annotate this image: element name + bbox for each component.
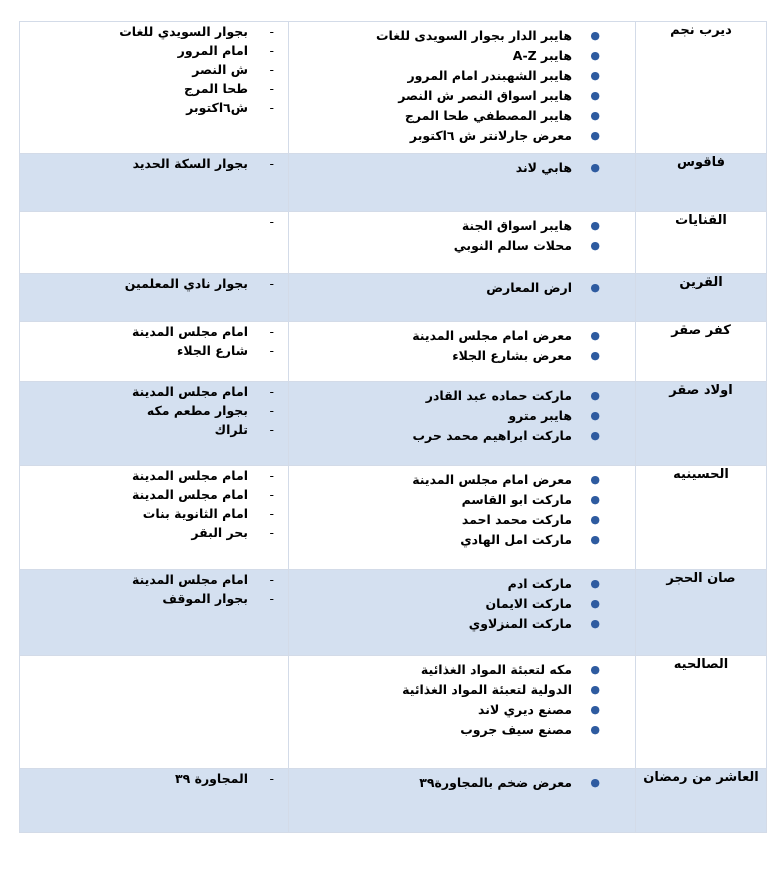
stores-list — [289, 656, 635, 740]
dash-icon: - — [269, 324, 274, 339]
stores-cell — [289, 274, 636, 322]
dash-icon: - — [269, 525, 274, 540]
store-name: هابي لاند — [515, 160, 572, 175]
location-text: امام مجلس المدينة — [131, 384, 248, 399]
region-name: صان الحجر — [636, 570, 767, 656]
store-name: هايبر اسواق النصر ش النصر — [398, 88, 572, 103]
location-text: امام مجلس المدينة — [131, 468, 248, 483]
bullet-icon: ● — [590, 409, 600, 422]
stores-cell — [289, 212, 636, 274]
store-name: معرض امام مجلس المدينة — [412, 472, 572, 487]
stores-list — [289, 22, 635, 146]
location-text: امام مجلس المدينة — [131, 324, 248, 339]
location-item — [20, 22, 288, 41]
store-item — [289, 326, 635, 346]
bullet-icon: ● — [590, 577, 600, 590]
store-name: ارض المعارض — [486, 280, 572, 295]
store-item — [289, 614, 635, 634]
location-item — [20, 274, 288, 293]
location-item — [20, 466, 288, 485]
bullet-icon: ● — [590, 161, 600, 174]
store-item — [289, 66, 635, 86]
dash-icon: - — [269, 403, 274, 418]
locations-list — [20, 274, 288, 293]
location-item — [20, 341, 288, 360]
location-text: طحا المرج — [184, 81, 248, 96]
location-text: بحر البقر — [191, 525, 248, 540]
dash-icon: - — [269, 384, 274, 399]
stores-cell — [289, 466, 636, 570]
store-item — [289, 594, 635, 614]
region-name: القنايات — [636, 212, 767, 274]
dash-icon: - — [269, 487, 274, 502]
bullet-icon: ● — [590, 663, 600, 676]
locations-list — [20, 154, 288, 173]
location-item — [20, 401, 288, 420]
stores-cell — [289, 322, 636, 382]
location-text: بجوار السكة الحديد — [132, 156, 248, 171]
store-item — [289, 773, 635, 793]
store-item — [289, 470, 635, 490]
region-name: القرين — [636, 274, 767, 322]
locations-list — [20, 570, 288, 608]
bullet-icon: ● — [590, 29, 600, 42]
region-row — [20, 22, 767, 154]
region-row — [20, 212, 767, 274]
location-text: شارع الجلاء — [177, 343, 248, 358]
dash-icon: - — [269, 62, 274, 77]
stores-list — [289, 212, 635, 256]
locations-cell — [20, 212, 289, 274]
bullet-icon: ● — [590, 389, 600, 402]
store-item — [289, 386, 635, 406]
bullet-icon: ● — [590, 513, 600, 526]
store-item — [289, 406, 635, 426]
store-name: معرض ضخم بالمجاورة٣٩ — [419, 775, 572, 790]
location-text: ش٦اكتوبر — [186, 100, 248, 115]
dash-icon: - — [269, 214, 274, 229]
region-row — [20, 466, 767, 570]
store-name: هايبر مترو — [508, 408, 572, 423]
stores-list — [289, 769, 635, 793]
store-item — [289, 236, 635, 256]
store-item — [289, 660, 635, 680]
region-row — [20, 570, 767, 656]
stores-list — [289, 466, 635, 550]
bullet-icon: ● — [590, 723, 600, 736]
store-name: هايبر اسواق الجنة — [461, 218, 572, 233]
dash-icon: - — [269, 343, 274, 358]
store-item — [289, 26, 635, 46]
dash-icon: - — [269, 81, 274, 96]
region-row — [20, 769, 767, 833]
bullet-icon: ● — [590, 281, 600, 294]
locations-cell — [20, 769, 289, 833]
locations-cell — [20, 322, 289, 382]
store-item — [289, 86, 635, 106]
location-text: بجوار مطعم مكه — [146, 403, 248, 418]
location-text: امام المرور — [177, 43, 248, 58]
store-item — [289, 720, 635, 740]
store-item — [289, 530, 635, 550]
locations-cell — [20, 466, 289, 570]
region-row — [20, 154, 767, 212]
bullet-icon: ● — [590, 239, 600, 252]
store-name: ماركت محمد احمد — [461, 512, 572, 527]
region-name: فاقوس — [636, 154, 767, 212]
dash-icon: - — [269, 572, 274, 587]
store-name: ماركت الايمان — [485, 596, 572, 611]
store-item — [289, 216, 635, 236]
store-name: ماركت ادم — [507, 576, 572, 591]
location-text: امام الثانوية بنات — [142, 506, 248, 521]
store-name: هايبر A-Z — [512, 48, 572, 63]
store-name: مصنع سيف جروب — [460, 722, 572, 737]
store-item — [289, 106, 635, 126]
store-item — [289, 46, 635, 66]
store-item — [289, 510, 635, 530]
region-name: الحسينيه — [636, 466, 767, 570]
bullet-icon: ● — [590, 219, 600, 232]
store-item — [289, 346, 635, 366]
region-name: كفر صقر — [636, 322, 767, 382]
stores-list — [289, 382, 635, 446]
store-name: ماركت ابو القاسم — [461, 492, 572, 507]
region-row — [20, 322, 767, 382]
location-item — [20, 322, 288, 341]
location-text: امام مجلس المدينة — [131, 487, 248, 502]
location-item — [20, 98, 288, 117]
location-text: امام مجلس المدينة — [131, 572, 248, 587]
stores-cell — [289, 570, 636, 656]
bullet-icon: ● — [590, 617, 600, 630]
stores-cell — [289, 769, 636, 833]
location-item — [20, 485, 288, 504]
store-name: محلات سالم النوبي — [453, 238, 572, 253]
bullet-icon: ● — [590, 329, 600, 342]
locations-cell — [20, 154, 289, 212]
bullet-icon: ● — [590, 349, 600, 362]
store-name: معرض بشارع الجلاء — [452, 348, 572, 363]
store-name: مصنع ديري لاند — [478, 702, 572, 717]
dash-icon: - — [269, 771, 274, 786]
location-item — [20, 41, 288, 60]
stores-table-body — [20, 22, 767, 833]
locations-cell — [20, 382, 289, 466]
location-item — [20, 212, 288, 231]
bullet-icon: ● — [590, 683, 600, 696]
location-item — [20, 382, 288, 401]
store-name: ماركت ابراهيم محمد حرب — [412, 428, 572, 443]
bullet-icon: ● — [590, 69, 600, 82]
dash-icon: - — [269, 100, 274, 115]
stores-cell — [289, 154, 636, 212]
store-item — [289, 278, 635, 298]
stores-list — [289, 322, 635, 366]
store-name: هايبر الدار بجوار السويدى للغات — [375, 28, 572, 43]
locations-list — [20, 466, 288, 542]
locations-cell — [20, 274, 289, 322]
store-name: ماركت المنزلاوي — [468, 616, 572, 631]
region-name: الصالحيه — [636, 656, 767, 769]
bullet-icon: ● — [590, 493, 600, 506]
store-item — [289, 574, 635, 594]
locations-list — [20, 322, 288, 360]
location-text: تلراك — [214, 422, 248, 437]
bullet-icon: ● — [590, 473, 600, 486]
region-name: اولاد صقر — [636, 382, 767, 466]
store-name: هايبر المصطفي طحا المرج — [404, 108, 572, 123]
dash-icon: - — [269, 591, 274, 606]
store-name: معرض امام مجلس المدينة — [412, 328, 572, 343]
location-text: بجوار السويدي للغات — [119, 24, 248, 39]
stores-table — [19, 21, 767, 833]
store-item — [289, 490, 635, 510]
store-name: مكه لتعبئة المواد الغذائية — [420, 662, 572, 677]
bullet-icon: ● — [590, 129, 600, 142]
locations-list — [20, 382, 288, 439]
store-item — [289, 680, 635, 700]
region-row — [20, 656, 767, 769]
location-item — [20, 420, 288, 439]
location-text: المجاورة ٣٩ — [174, 771, 248, 786]
locations-list — [20, 22, 288, 117]
stores-list — [289, 570, 635, 634]
store-name: ماركت حماده عبد القادر — [425, 388, 572, 403]
location-item — [20, 154, 288, 173]
store-item — [289, 158, 635, 178]
bullet-icon: ● — [590, 89, 600, 102]
locations-list — [20, 212, 288, 231]
dash-icon: - — [269, 422, 274, 437]
store-name: الدولية لتعبئة المواد الغذائية — [402, 682, 572, 697]
bullet-icon: ● — [590, 49, 600, 62]
bullet-icon: ● — [590, 429, 600, 442]
bullet-icon: ● — [590, 109, 600, 122]
stores-list — [289, 154, 635, 178]
store-name: ماركت امل الهادي — [460, 532, 572, 547]
locations-cell — [20, 656, 289, 769]
dash-icon: - — [269, 468, 274, 483]
location-text: بجوار نادي المعلمين — [124, 276, 248, 291]
locations-cell — [20, 570, 289, 656]
locations-cell — [20, 22, 289, 154]
stores-cell — [289, 382, 636, 466]
dash-icon: - — [269, 276, 274, 291]
location-item — [20, 589, 288, 608]
store-item — [289, 126, 635, 146]
bullet-icon: ● — [590, 776, 600, 789]
region-name: العاشر من رمضان — [636, 769, 767, 833]
location-item — [20, 504, 288, 523]
region-name: ديرب نجم — [636, 22, 767, 154]
region-row — [20, 274, 767, 322]
bullet-icon: ● — [590, 597, 600, 610]
store-item — [289, 426, 635, 446]
locations-list — [20, 769, 288, 788]
stores-cell — [289, 656, 636, 769]
dash-icon: - — [269, 24, 274, 39]
location-text: ش النصر — [192, 62, 248, 77]
location-item — [20, 769, 288, 788]
location-item — [20, 79, 288, 98]
location-item — [20, 570, 288, 589]
store-name: معرض جارلانتر ش ٦اكتوبر — [409, 128, 572, 143]
dash-icon: - — [269, 506, 274, 521]
stores-list — [289, 274, 635, 298]
location-text: بجوار الموقف — [162, 591, 248, 606]
bullet-icon: ● — [590, 533, 600, 546]
location-item — [20, 60, 288, 79]
dash-icon: - — [269, 156, 274, 171]
dash-icon: - — [269, 43, 274, 58]
region-row — [20, 382, 767, 466]
store-item — [289, 700, 635, 720]
location-item — [20, 523, 288, 542]
stores-cell — [289, 22, 636, 154]
bullet-icon: ● — [590, 703, 600, 716]
store-name: هايبر الشهبندر امام المرور — [407, 68, 572, 83]
